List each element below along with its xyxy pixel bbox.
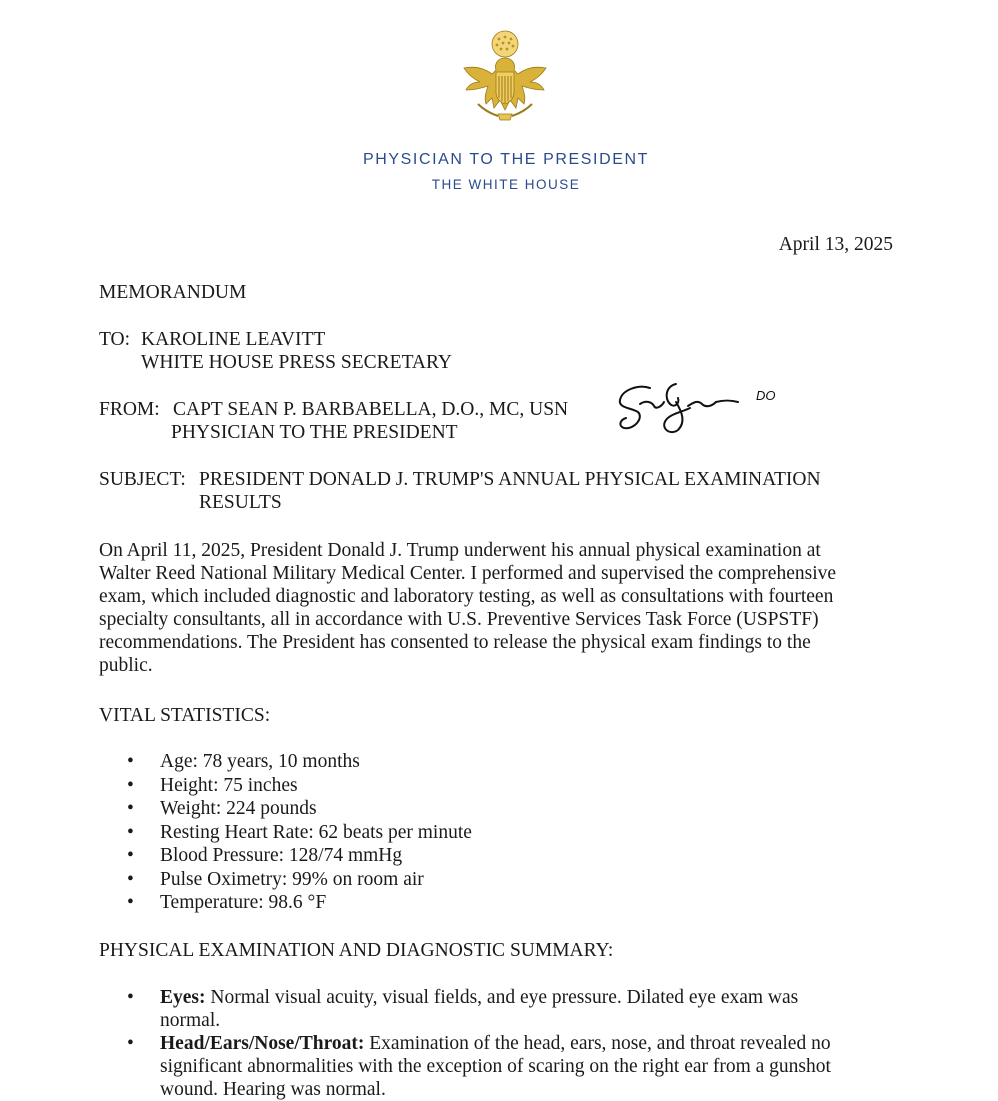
list-item: • Temperature: 98.6 °F xyxy=(99,891,472,915)
exam-list xyxy=(99,986,879,1101)
list-item: • Age: 78 years, 10 months xyxy=(99,750,472,774)
signature-image xyxy=(612,378,787,436)
exam-heading: PHYSICAL EXAMINATION AND DIAGNOSTIC SUMMARY: xyxy=(99,940,614,961)
exam-text: normal. xyxy=(160,1010,221,1031)
list-item: • Resting Heart Rate: 62 beats per minute xyxy=(99,821,472,845)
memo-label: MEMORANDUM xyxy=(99,282,247,303)
to-name: KAROLINE LEAVITT xyxy=(141,329,326,350)
from-name: CAPT SEAN P. BARBABELLA, D.O., MC, USN xyxy=(173,399,569,420)
exam-text: wound. Hearing was normal. xyxy=(160,1079,386,1100)
memo-date: April 13, 2025 xyxy=(778,234,893,255)
vitals-list xyxy=(99,750,472,915)
subject-label: SUBJECT: xyxy=(99,469,186,490)
list-item: • Blood Pressure: 128/74 mmHg xyxy=(99,844,472,868)
letterhead-subtitle: THE WHITE HOUSE xyxy=(431,177,581,192)
intro-line: Walter Reed National Military Medical Center. I performed and supervised the comprehensive xyxy=(99,563,837,584)
presidential-seal-icon xyxy=(458,28,552,124)
intro-line: On April 11, 2025, President Donald J. Trump underwent his annual physical examination at xyxy=(99,540,821,561)
exam-text: Examination of the head, ears, nose, and throat revealed no xyxy=(364,1033,831,1054)
letterhead-title: PHYSICIAN TO THE PRESIDENT xyxy=(362,151,650,168)
list-item xyxy=(99,986,879,1032)
vitals-heading: VITAL STATISTICS: xyxy=(99,705,271,726)
signature-suffix: DO xyxy=(756,388,776,403)
intro-paragraph xyxy=(99,539,889,677)
intro-line: specialty consultants, all in accordance with U.S. Preventive Services Task Force (USPSTF) xyxy=(99,609,819,630)
subject-line-2: RESULTS xyxy=(199,492,282,513)
list-item: • Weight: 224 pounds xyxy=(99,797,472,821)
intro-line: public. xyxy=(99,655,153,676)
exam-text: Normal visual acuity, visual fields, and eye pressure. Dilated eye exam was xyxy=(205,987,799,1008)
intro-line: recommendations. The President has consented to release the physical exam findings to the xyxy=(99,632,811,653)
from-label: FROM: xyxy=(99,399,160,420)
to-title: WHITE HOUSE PRESS SECRETARY xyxy=(141,352,453,373)
list-item: • Height: 75 inches xyxy=(99,774,472,798)
list-item xyxy=(99,1032,879,1101)
subject-line-1: PRESIDENT DONALD J. TRUMP'S ANNUAL PHYSICAL EXAMINATION xyxy=(199,469,821,490)
to-label: TO: xyxy=(99,329,131,350)
from-title: PHYSICIAN TO THE PRESIDENT xyxy=(171,422,458,443)
exam-term: Head/Ears/Nose/Throat: xyxy=(160,1033,365,1054)
intro-line: exam, which included diagnostic and laboratory testing, as well as consultations with fourteen xyxy=(99,586,834,607)
exam-text: significant abnormalities with the exception of scaring on the right ear from a gunshot xyxy=(160,1056,831,1077)
exam-term: Eyes: xyxy=(160,987,206,1008)
list-item: • Pulse Oximetry: 99% on room air xyxy=(99,868,472,892)
